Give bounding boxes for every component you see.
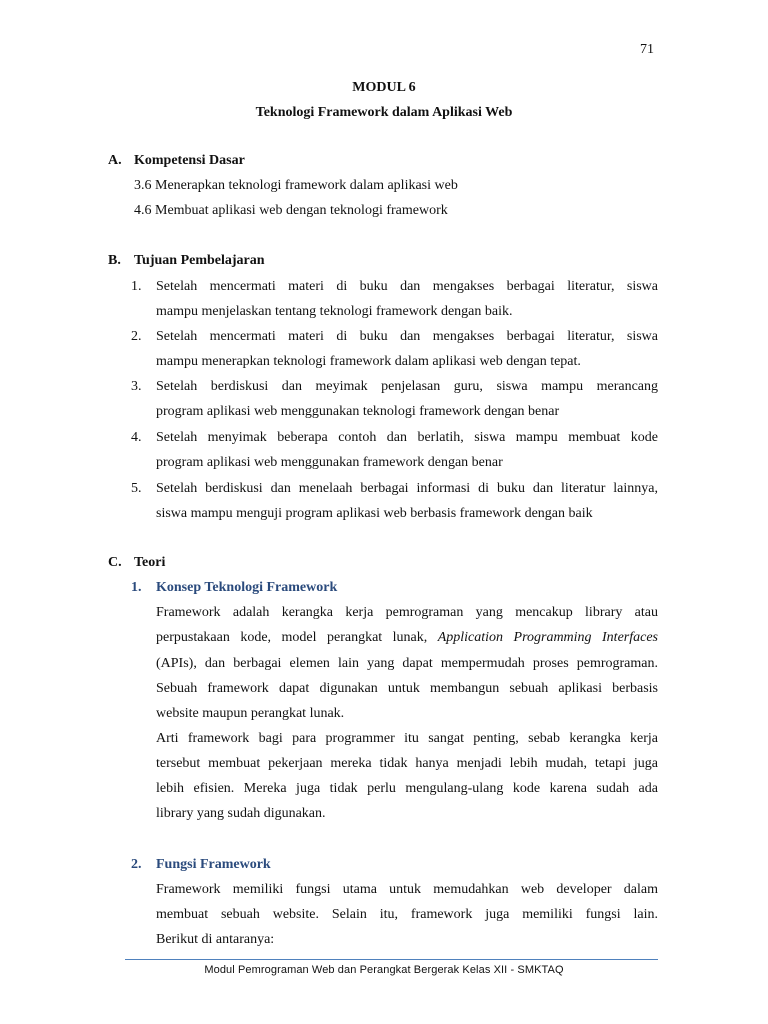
objective-line: Setelah mencermati materi di buku dan mengakses berbagai literatur, siswa	[156, 279, 658, 294]
competency-item: 4.6 Membuat aplikasi web dengan teknologi framework	[134, 203, 448, 218]
objective-line: Setelah menyimak beberapa contoh dan berlatih, siswa mampu membuat kode	[156, 430, 658, 445]
paragraph-line: tersebut membuat pekerjaan mereka tidak hanya menjadi lebih mudah, tetapi juga	[156, 756, 658, 771]
objective-line: Setelah mencermati materi di buku dan mengakses berbagai literatur, siswa	[156, 329, 658, 344]
objective-line: Setelah berdiskusi dan menelaah berbagai informasi di buku dan literatur lainnya,	[156, 481, 658, 496]
objective-line: mampu menjelaskan tentang teknologi framework dengan baik.	[156, 304, 513, 319]
paragraph-line: membuat sebuah website. Selain itu, framework juga memiliki fungsi lain.	[156, 907, 658, 922]
paragraph-line: lebih efisien. Mereka juga tidak perlu mengulang-ulang kode karena sudah ada	[156, 781, 658, 796]
section-a-title: Kompetensi Dasar	[134, 153, 245, 168]
section-c-letter: C.	[108, 555, 122, 570]
module-title: MODUL 6	[352, 80, 416, 95]
section-a-letter: A.	[108, 153, 122, 168]
objective-line: Setelah berdiskusi dan meyimak penjelasan guru, siswa mampu merancang	[156, 379, 658, 394]
paragraph-line: library yang sudah digunakan.	[156, 806, 326, 821]
objective-number: 4.	[131, 430, 142, 445]
section-c-heading	[108, 555, 165, 571]
paragraph-text: perpustakaan kode, model perangkat lunak,	[156, 630, 438, 645]
section-a-heading	[108, 153, 245, 169]
paragraph-line: Framework memiliki fungsi utama untuk memudahkan web developer dalam	[156, 882, 658, 897]
objective-number: 1.	[131, 279, 142, 294]
paragraph-line: Berikut di antaranya:	[156, 932, 275, 947]
page-footer: Modul Pemrograman Web dan Perangkat Bergerak Kelas XII - SMKTAQ	[204, 964, 564, 976]
objective-number: 5.	[131, 481, 142, 496]
section-b-heading	[108, 253, 265, 269]
objective-line: siswa mampu menguji program aplikasi web berbasis framework dengan baik	[156, 506, 593, 521]
objective-line: program aplikasi web menggunakan framework dengan benar	[156, 455, 503, 470]
paragraph-line	[156, 630, 658, 646]
page-number: 71	[640, 42, 654, 57]
api-term: Application Programming Interfaces	[437, 630, 659, 645]
module-subtitle: Teknologi Framework dalam Aplikasi Web	[255, 105, 513, 120]
paragraph-line: Framework adalah kerangka kerja pemrograman yang mencakup library atau	[156, 605, 658, 620]
subsection-2-title: Fungsi Framework	[156, 857, 271, 872]
paragraph-line: Arti framework bagi para programmer itu sangat penting, sebab kerangka kerja	[156, 731, 658, 746]
objective-line: mampu menerapkan teknologi framework dalam aplikasi web dengan tepat.	[156, 354, 581, 369]
objective-number: 3.	[131, 379, 142, 394]
section-b-title: Tujuan Pembelajaran	[134, 253, 265, 268]
paragraph-line: (APIs), dan berbagai elemen lain yang dapat mempermudah proses pemrograman.	[156, 656, 658, 671]
footer-divider	[125, 959, 658, 960]
subsection-1-title: Konsep Teknologi Framework	[156, 580, 338, 595]
paragraph-line: Sebuah framework dapat digunakan untuk membangun sebuah aplikasi berbasis	[156, 681, 658, 696]
paragraph-line: website maupun perangkat lunak.	[156, 706, 345, 721]
subsection-1-number: 1.	[131, 580, 142, 595]
objective-line: program aplikasi web menggunakan teknologi framework dengan benar	[156, 404, 560, 419]
competency-item: 3.6 Menerapkan teknologi framework dalam aplikasi web	[134, 178, 458, 193]
objective-number: 2.	[131, 329, 142, 344]
subsection-2-number: 2.	[131, 857, 142, 872]
section-c-title: Teori	[134, 555, 166, 570]
section-b-letter: B.	[108, 253, 121, 268]
